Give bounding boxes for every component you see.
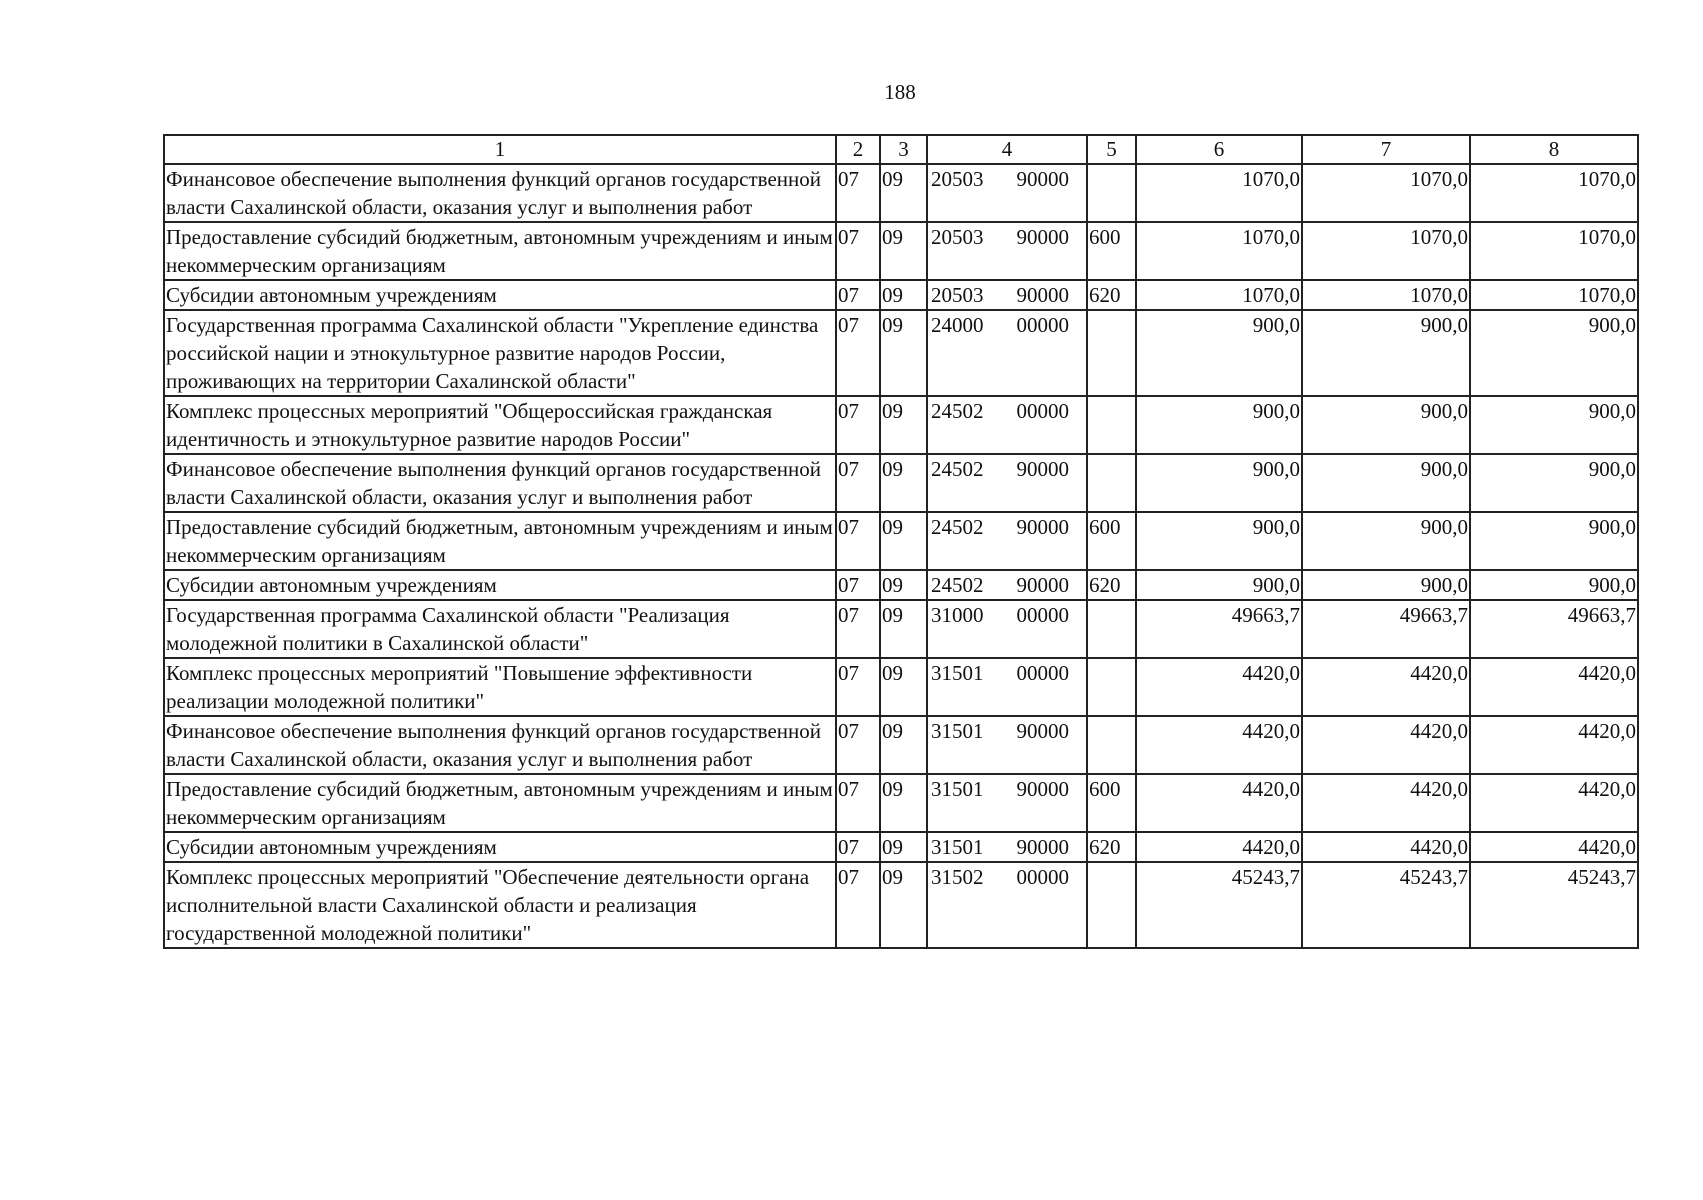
- amount-col-8: 4420,0: [1470, 774, 1638, 832]
- table-row: [164, 600, 1638, 658]
- target-article-part-2: 00000: [1016, 313, 1069, 337]
- code-subsection: 09: [880, 658, 927, 716]
- amount-col-8: 1070,0: [1470, 164, 1638, 222]
- table-row: [164, 832, 1638, 862]
- target-article-part-2: 00000: [1016, 661, 1069, 685]
- table-row: [164, 862, 1638, 948]
- row-name: Предоставление субсидий бюджетным, автономным учреждениям и иным некоммерческим организациям: [164, 512, 836, 570]
- code-target-article: [927, 280, 1087, 310]
- target-article-part-2: 00000: [1016, 603, 1069, 627]
- table-row: [164, 512, 1638, 570]
- target-article-part-1: 31501: [931, 777, 984, 801]
- code-section: 07: [836, 774, 880, 832]
- target-article-part-1: 31501: [931, 835, 984, 859]
- table-row: [164, 280, 1638, 310]
- amount-col-6: 900,0: [1136, 396, 1302, 454]
- target-article-part-1: 24502: [931, 515, 984, 539]
- amount-col-6: 4420,0: [1136, 716, 1302, 774]
- amount-col-7: 45243,7: [1302, 862, 1470, 948]
- table-row: [164, 716, 1638, 774]
- code-section: 07: [836, 454, 880, 512]
- code-subsection: 09: [880, 716, 927, 774]
- code-subsection: 09: [880, 222, 927, 280]
- target-article-part-1: 31000: [931, 603, 984, 627]
- code-expense-type: [1087, 454, 1136, 512]
- table-row: [164, 658, 1638, 716]
- target-article-part-1: 31501: [931, 661, 984, 685]
- code-expense-type: 620: [1087, 832, 1136, 862]
- code-subsection: 09: [880, 600, 927, 658]
- code-target-article: [927, 222, 1087, 280]
- target-article-part-1: 24000: [931, 313, 984, 337]
- code-subsection: 09: [880, 862, 927, 948]
- code-section: 07: [836, 716, 880, 774]
- code-expense-type: [1087, 396, 1136, 454]
- code-subsection: 09: [880, 396, 927, 454]
- amount-col-6: 1070,0: [1136, 222, 1302, 280]
- code-expense-type: [1087, 658, 1136, 716]
- amount-col-6: 900,0: [1136, 454, 1302, 512]
- amount-col-8: 4420,0: [1470, 716, 1638, 774]
- code-subsection: 09: [880, 164, 927, 222]
- header-row: [164, 135, 1638, 164]
- code-section: 07: [836, 512, 880, 570]
- target-article-part-1: 24502: [931, 399, 984, 423]
- amount-col-6: 900,0: [1136, 310, 1302, 396]
- amount-col-6: 45243,7: [1136, 862, 1302, 948]
- code-expense-type: [1087, 862, 1136, 948]
- code-expense-type: [1087, 716, 1136, 774]
- row-name: Комплекс процессных мероприятий "Повышение эффективности реализации молодежной политики": [164, 658, 836, 716]
- amount-col-8: 900,0: [1470, 512, 1638, 570]
- header-col-3: 3: [880, 135, 927, 164]
- row-name: Финансовое обеспечение выполнения функций органов государственной власти Сахалинской области, оказания услуг и выполнения работ: [164, 716, 836, 774]
- code-section: 07: [836, 396, 880, 454]
- amount-col-7: 4420,0: [1302, 716, 1470, 774]
- amount-col-8: 4420,0: [1470, 832, 1638, 862]
- code-target-article: [927, 512, 1087, 570]
- code-section: 07: [836, 164, 880, 222]
- amount-col-6: 900,0: [1136, 570, 1302, 600]
- amount-col-8: 45243,7: [1470, 862, 1638, 948]
- code-section: 07: [836, 222, 880, 280]
- code-target-article: [927, 600, 1087, 658]
- budget-table: [163, 134, 1639, 949]
- code-target-article: [927, 862, 1087, 948]
- amount-col-7: 49663,7: [1302, 600, 1470, 658]
- row-name: Государственная программа Сахалинской области "Укрепление единства российской нации и этнокультурное развитие народов России, проживающих на территории Сахалинской области": [164, 310, 836, 396]
- row-name: Предоставление субсидий бюджетным, автономным учреждениям и иным некоммерческим организациям: [164, 222, 836, 280]
- target-article-part-2: 90000: [1016, 719, 1069, 743]
- row-name: Комплекс процессных мероприятий "Обеспечение деятельности органа исполнительной власти Сахалинской области и реализация государственной молодежной политики": [164, 862, 836, 948]
- amount-col-6: 4420,0: [1136, 832, 1302, 862]
- amount-col-6: 49663,7: [1136, 600, 1302, 658]
- code-target-article: [927, 658, 1087, 716]
- page-number: 188: [884, 80, 916, 104]
- target-article-part-2: 90000: [1016, 225, 1069, 249]
- amount-col-8: 4420,0: [1470, 658, 1638, 716]
- header-col-1: 1: [164, 135, 836, 164]
- code-section: 07: [836, 310, 880, 396]
- code-target-article: [927, 774, 1087, 832]
- amount-col-8: 900,0: [1470, 310, 1638, 396]
- header-col-2: 2: [836, 135, 880, 164]
- table-row: [164, 570, 1638, 600]
- code-subsection: 09: [880, 280, 927, 310]
- header-col-8: 8: [1470, 135, 1638, 164]
- code-target-article: [927, 164, 1087, 222]
- table-row: [164, 774, 1638, 832]
- target-article-part-1: 24502: [931, 573, 984, 597]
- target-article-part-2: 90000: [1016, 515, 1069, 539]
- target-article-part-1: 20503: [931, 283, 984, 307]
- code-expense-type: 600: [1087, 222, 1136, 280]
- amount-col-6: 1070,0: [1136, 280, 1302, 310]
- code-subsection: 09: [880, 310, 927, 396]
- table-row: [164, 164, 1638, 222]
- amount-col-8: 1070,0: [1470, 222, 1638, 280]
- header-col-7: 7: [1302, 135, 1470, 164]
- row-name: Субсидии автономным учреждениям: [164, 832, 836, 862]
- code-expense-type: 600: [1087, 512, 1136, 570]
- header-col-5: 5: [1087, 135, 1136, 164]
- amount-col-8: 1070,0: [1470, 280, 1638, 310]
- row-name: Комплекс процессных мероприятий "Общероссийская гражданская идентичность и этнокультурное развитие народов России": [164, 396, 836, 454]
- target-article-part-1: 31501: [931, 719, 984, 743]
- amount-col-8: 900,0: [1470, 454, 1638, 512]
- amount-col-6: 4420,0: [1136, 658, 1302, 716]
- row-name: Государственная программа Сахалинской области "Реализация молодежной политики в Сахалинской области": [164, 600, 836, 658]
- amount-col-8: 900,0: [1470, 570, 1638, 600]
- amount-col-6: 900,0: [1136, 512, 1302, 570]
- code-section: 07: [836, 862, 880, 948]
- row-name: Финансовое обеспечение выполнения функций органов государственной власти Сахалинской области, оказания услуг и выполнения работ: [164, 454, 836, 512]
- row-name: Предоставление субсидий бюджетным, автономным учреждениям и иным некоммерческим организациям: [164, 774, 836, 832]
- code-expense-type: [1087, 164, 1136, 222]
- code-subsection: 09: [880, 454, 927, 512]
- table-row: [164, 454, 1638, 512]
- code-expense-type: 620: [1087, 280, 1136, 310]
- amount-col-7: 4420,0: [1302, 832, 1470, 862]
- code-subsection: 09: [880, 512, 927, 570]
- target-article-part-2: 00000: [1016, 399, 1069, 423]
- code-target-article: [927, 832, 1087, 862]
- target-article-part-1: 20503: [931, 167, 984, 191]
- code-subsection: 09: [880, 774, 927, 832]
- code-target-article: [927, 396, 1087, 454]
- code-expense-type: [1087, 310, 1136, 396]
- amount-col-8: 49663,7: [1470, 600, 1638, 658]
- code-section: 07: [836, 832, 880, 862]
- target-article-part-1: 20503: [931, 225, 984, 249]
- target-article-part-2: 00000: [1016, 865, 1069, 889]
- amount-col-6: 4420,0: [1136, 774, 1302, 832]
- table-row: [164, 396, 1638, 454]
- code-expense-type: 600: [1087, 774, 1136, 832]
- amount-col-7: 4420,0: [1302, 774, 1470, 832]
- table-row: [164, 310, 1638, 396]
- code-section: 07: [836, 658, 880, 716]
- code-target-article: [927, 310, 1087, 396]
- code-subsection: 09: [880, 832, 927, 862]
- target-article-part-2: 90000: [1016, 167, 1069, 191]
- amount-col-6: 1070,0: [1136, 164, 1302, 222]
- code-section: 07: [836, 280, 880, 310]
- row-name: Субсидии автономным учреждениям: [164, 570, 836, 600]
- header-col-4: 4: [927, 135, 1087, 164]
- target-article-part-2: 90000: [1016, 283, 1069, 307]
- amount-col-7: 900,0: [1302, 396, 1470, 454]
- code-expense-type: 620: [1087, 570, 1136, 600]
- row-name: Субсидии автономным учреждениям: [164, 280, 836, 310]
- amount-col-7: 4420,0: [1302, 658, 1470, 716]
- header-col-6: 6: [1136, 135, 1302, 164]
- target-article-part-2: 90000: [1016, 573, 1069, 597]
- code-target-article: [927, 716, 1087, 774]
- target-article-part-1: 31502: [931, 865, 984, 889]
- code-section: 07: [836, 600, 880, 658]
- code-section: 07: [836, 570, 880, 600]
- amount-col-7: 900,0: [1302, 454, 1470, 512]
- target-article-part-2: 90000: [1016, 777, 1069, 801]
- amount-col-7: 1070,0: [1302, 164, 1470, 222]
- amount-col-7: 900,0: [1302, 310, 1470, 396]
- code-expense-type: [1087, 600, 1136, 658]
- amount-col-7: 900,0: [1302, 570, 1470, 600]
- amount-col-8: 900,0: [1470, 396, 1638, 454]
- target-article-part-2: 90000: [1016, 835, 1069, 859]
- amount-col-7: 900,0: [1302, 512, 1470, 570]
- amount-col-7: 1070,0: [1302, 222, 1470, 280]
- code-target-article: [927, 570, 1087, 600]
- target-article-part-1: 24502: [931, 457, 984, 481]
- code-subsection: 09: [880, 570, 927, 600]
- table-row: [164, 222, 1638, 280]
- code-target-article: [927, 454, 1087, 512]
- row-name: Финансовое обеспечение выполнения функций органов государственной власти Сахалинской области, оказания услуг и выполнения работ: [164, 164, 836, 222]
- target-article-part-2: 90000: [1016, 457, 1069, 481]
- amount-col-7: 1070,0: [1302, 280, 1470, 310]
